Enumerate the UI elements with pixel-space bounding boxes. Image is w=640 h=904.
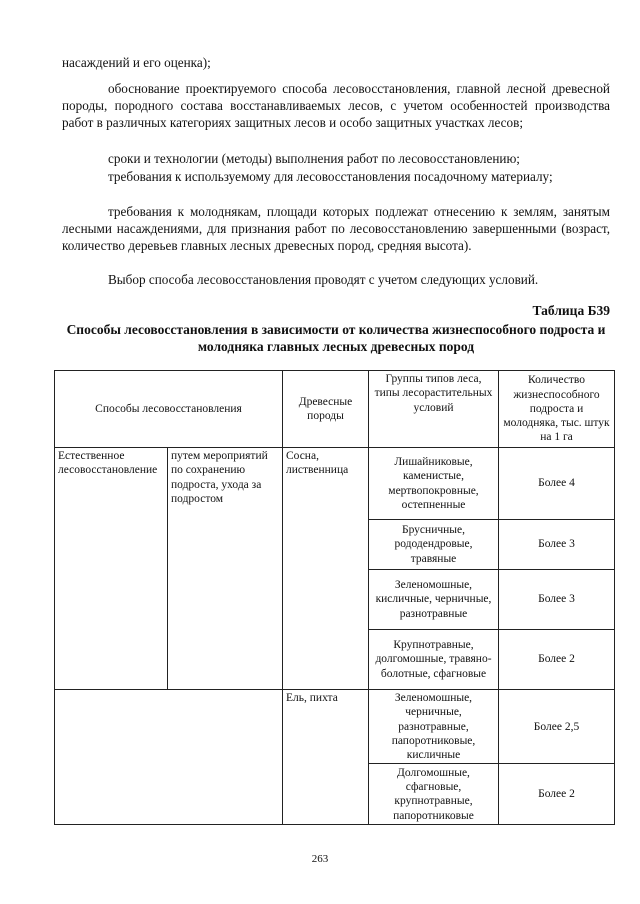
cell-group-4: Крупнотравные, долгомошные, травяно-болотные, сфагновые xyxy=(369,630,499,690)
paragraph-6: Выбор способа лесовосстановления проводят с учетом следующих условий. xyxy=(108,272,539,287)
paragraph-4: требования к используемому для лесовосстановления посадочному материалу; xyxy=(108,169,553,184)
paragraph-5: требования к молоднякам, площади которых подлежат отнесению к землям, занятым лесными насаждениями, для признания работ по лесовосстановлению завершенными (возраст, количество деревьев главных лесных древесных пород, средняя высота). xyxy=(62,204,610,254)
cell-value-3: Более 3 xyxy=(499,570,615,630)
header-count: Количество жизнеспособного подроста и молодняка, тыс. штук на 1 га xyxy=(499,371,615,448)
header-forest-groups: Группы типов леса, типы лесорастительных условий xyxy=(369,371,499,448)
cell-group-3: Зеленомошные, кисличные, черничные, разнотравные xyxy=(369,570,499,630)
cell-empty xyxy=(55,690,283,825)
page-number: 263 xyxy=(311,853,329,865)
cell-species-spruce: Ель, пихта xyxy=(283,690,369,825)
paragraph-3: сроки и технологии (методы) выполнения работ по лесовосстановлению; xyxy=(108,151,520,166)
cell-value-5: Более 2,5 xyxy=(499,690,615,764)
cell-method-main: Естественное лесовосстановление xyxy=(55,448,168,690)
cell-species-pine: Сосна, лиственница xyxy=(283,448,369,690)
paragraph-1: насаждений и его оценка); xyxy=(62,55,211,70)
header-species: Древесные породы xyxy=(283,371,369,448)
header-methods: Способы лесовосстановления xyxy=(55,371,283,448)
paragraph-2: обоснование проектируемого способа лесовосстановления, главной лесной древесной породы, породного состава восстанавливаемых лесов, с учетом особенностей производства работ в различных категориях защитных лесов и особо защитных участках лесов; xyxy=(62,81,610,131)
cell-value-2: Более 3 xyxy=(499,520,615,570)
cell-group-1: Лишайниковые, каменистые, мертвопокровные, остепненные xyxy=(369,448,499,520)
cell-group-6: Долгомошные, сфагновые, крупнотравные, папоротниковые xyxy=(369,764,499,825)
table-title: Способы лесовосстановления в зависимости от количества жизнеспособного подроста и молодняка главных лесных древесных пород xyxy=(66,322,606,354)
cell-method-sub: путем мероприятий по сохранению подроста, ухода за подростом xyxy=(168,448,283,690)
table-label: Таблица Б39 xyxy=(532,303,610,318)
cell-value-6: Более 2 xyxy=(499,764,615,825)
cell-value-4: Более 2 xyxy=(499,630,615,690)
cell-group-2: Брусничные, рододендровые, травяные xyxy=(369,520,499,570)
forest-restoration-table xyxy=(54,370,615,825)
cell-value-1: Более 4 xyxy=(499,448,615,520)
cell-group-5: Зеленомошные, черничные, разнотравные, папоротниковые, кисличные xyxy=(369,690,499,764)
